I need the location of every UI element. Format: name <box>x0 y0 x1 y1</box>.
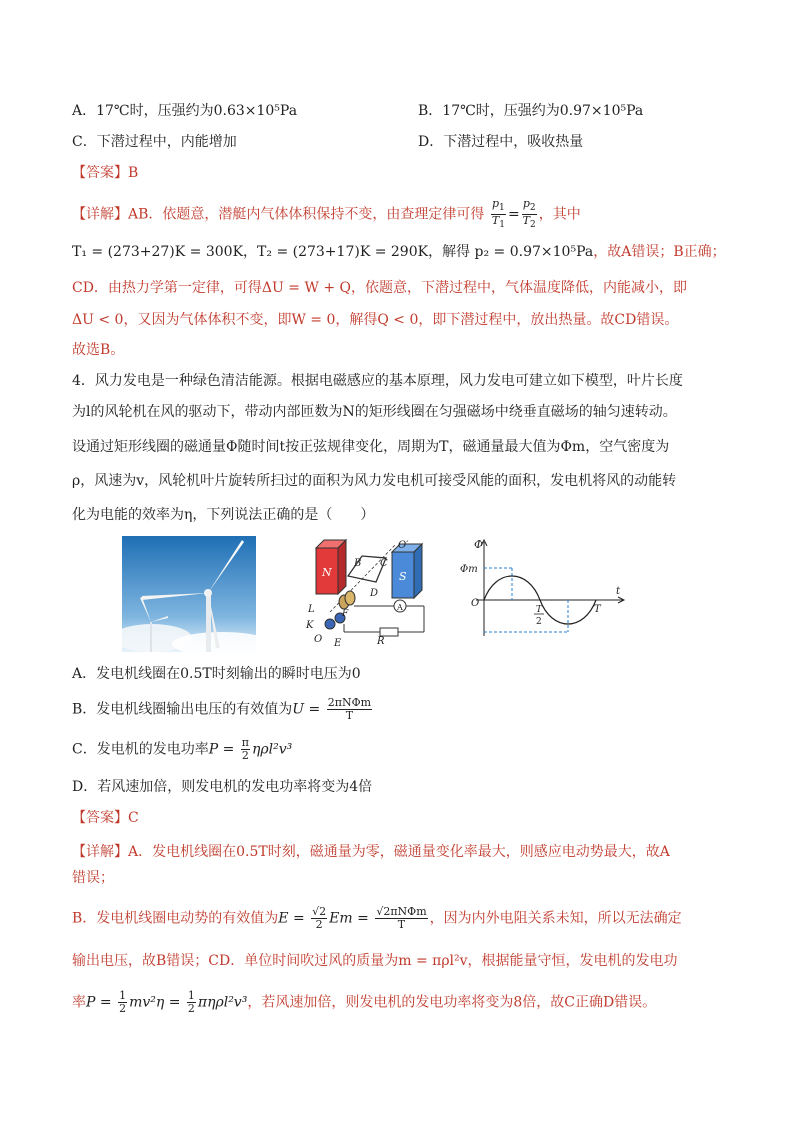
label-r: R <box>377 636 385 647</box>
q3-detail-line-2 <box>72 242 726 262</box>
q4-option-b-text: B．发电机线圈输出电压的有效值为 <box>72 701 293 718</box>
q4-option-a: A．发电机线圈在0.5T时刻输出的瞬时电压为0 <box>72 666 361 682</box>
q3-detail-text-1a: AB．依题意，潜艇内气体体积保持不变，由查理定律可得 <box>128 206 485 223</box>
q4-detail-fraction-3: $\frac{1}{2}$ <box>119 989 127 1015</box>
q4-detail-line-5: 率P = $\frac{1}{2}$ mv²η = $\frac{1}{2}$ πηρl²v³，若风速加倍，则发电机的发电功率将变为8倍，故C正确D错误。 <box>72 989 657 1015</box>
label-b: B <box>354 558 362 569</box>
q4-stem-line-1: 4．风力发电是一种绿色清洁能源。根据电磁感应的基本原理，风力发电可建立如下模型，叶片长度 <box>72 373 683 389</box>
q4-option-c-lhs: P = <box>208 741 235 758</box>
q4-detail-text-1: A．发电机线圈在0.5T时刻，磁通量为零，磁通量变化率最大，则感应电动势最大，故A <box>128 844 670 860</box>
q3-options-row-2 <box>72 132 584 152</box>
q4-detail-fraction-2: $\frac{\text{√2πNΦm}}{T}$ <box>376 905 427 931</box>
q4-detail-fraction-4: $\frac{1}{2}$ <box>187 989 195 1015</box>
label-l: L <box>308 604 315 615</box>
q4-stem-line-3: 设通过矩形线圈的磁通量Φ随时间t按正弦规律变化，周期为T，磁通量最大值为Φm，空气密度为 <box>72 439 670 455</box>
q4-detail-line-3: B．发电机线圈电动势的有效值为E = $\frac{√2}{2}$ Em = $\frac{\text{√2πNΦm}}{T}$ ，因为内外电阻关系未知，所以无法确定 <box>72 905 682 931</box>
graph-label-half-t-den: 2 <box>536 617 542 627</box>
q4-option-b-lhs: U = <box>292 701 321 718</box>
graph-label-origin: O <box>471 598 480 609</box>
q4-detail-line-4: 输出电压，故B错误；CD．单位时间吹过风的质量为m = πρl²v，根据能量守恒，发电机的发电功 <box>72 953 678 969</box>
q3-detail-line-4: ΔU < 0，又因为气体体积不变，即W = 0，解得Q < 0，即下潜过程中，放出热量。故CD错误。 <box>72 312 679 328</box>
graph-label-half-t-num: T <box>536 605 543 615</box>
q3-option-c: C．下潜过程中，内能增加 <box>72 134 237 150</box>
label-n: N <box>322 566 332 579</box>
label-d: D <box>370 588 379 599</box>
label-k: K <box>306 620 314 631</box>
q3-detail-text-2a: T₁ = (273+27)K = 300K，T₂ = (273+17)K = 290K，解得 p₂ = 0.97×10⁵Pa <box>72 244 594 260</box>
q3-detail-line-1: 【详解】AB．依题意，潜艇内气体体积保持不变，由查理定律可得 $\frac{p_1}{T_1}$ = $\frac{p_2}{T_2}$ ，其中 <box>72 197 581 231</box>
label-o: O <box>314 634 323 645</box>
wind-turbine-photo <box>122 536 256 652</box>
label-a: A <box>397 603 403 612</box>
label-e: E <box>334 638 342 649</box>
q4-detail-line-1 <box>72 842 670 862</box>
q4-option-c-fraction: $\frac{\pi}{2}$ <box>241 736 250 762</box>
q4-stem-line-4: ρ，风速为v，风轮机叶片旋转所扫过的面积为风力发电机可接受风能的面积，发电机将风的动能转 <box>72 473 677 489</box>
q4-detail-text-3b: ，因为内外电阻关系未知，所以无法确定 <box>429 910 682 927</box>
q3-charles-formula: $\frac{p_1}{T_1}$ <box>491 197 505 231</box>
q3-answer-label: 【答案】 <box>72 165 128 181</box>
q4-option-c-rest: ηρl²v³ <box>252 741 293 758</box>
resistor-icon <box>380 628 398 636</box>
q3-charles-formula-rhs: $\frac{p_2}{T_2}$ <box>522 197 536 231</box>
q4-detail-fraction-1: $\frac{√2}{2}$ <box>312 905 327 931</box>
q4-option-c <box>72 737 292 762</box>
q4-detail-text-3a: B．发电机线圈电动势的有效值为 <box>72 910 279 927</box>
q3-option-b: B．17℃时，压强约为0.97×10⁵Pa <box>418 103 644 119</box>
flux-graph <box>458 536 630 640</box>
q4-option-c-text: C．发电机的发电功率 <box>72 741 209 758</box>
q4-option-b-fraction: $\frac{\text{2πNΦm}}{T}$ <box>327 696 372 722</box>
q3-detail-label: 【详解】 <box>72 206 128 223</box>
q4-answer-value: C <box>128 810 139 826</box>
graph-label-t: t <box>616 586 621 597</box>
q3-answer <box>72 163 138 183</box>
q3-detail-line-3: CD．由热力学第一定律，可得ΔU = W + Q，依题意，下潜过程中，气体温度降低，内能减小，即 <box>72 280 687 296</box>
label-o-prime: O′ <box>398 540 409 551</box>
q4-detail-line-2: 错误； <box>72 870 114 886</box>
q3-detail-text-2b: ，故A错误；B正确； <box>593 244 726 260</box>
q3-options-row-1 <box>72 101 644 121</box>
q3-detail-text-1b: ，其中 <box>538 206 581 223</box>
q4-detail-label: 【详解】 <box>72 844 128 860</box>
label-s: S <box>399 570 407 583</box>
q4-option-b <box>72 697 374 722</box>
q3-detail-line-5: 故选B。 <box>72 342 125 358</box>
graph-label-phi: Φ <box>474 538 484 551</box>
q4-answer-label: 【答案】 <box>72 810 128 826</box>
q4-stem-line-2: 为l的风轮机在风的驱动下，带动内部匝数为N的矩形线圈在匀强磁场中绕垂直磁场的轴匀速转动。 <box>72 404 677 420</box>
q4-option-d: D．若风速加倍，则发电机的发电功率将变为4倍 <box>72 779 373 795</box>
graph-label-phim: Φm <box>460 564 478 575</box>
generator-diagram <box>300 536 440 652</box>
graph-label-period: T <box>594 604 601 615</box>
q3-option-d: D．下潜过程中，吸收热量 <box>418 134 584 150</box>
turbine-tower-icon <box>206 594 211 652</box>
q4-answer <box>72 808 139 828</box>
q4-stem-line-5: 化为电能的效率为η，下列说法正确的是（ ） <box>72 507 375 523</box>
q3-answer-value: B <box>128 165 139 181</box>
q3-option-a: A．17℃时，压强约为0.63×10⁵Pa <box>72 103 298 119</box>
q4-detail-text-5b: ，若风速加倍，则发电机的发电功率将变为8倍，故C正确D错误。 <box>247 994 657 1011</box>
label-f: F <box>342 609 349 619</box>
label-c: C <box>380 558 388 569</box>
